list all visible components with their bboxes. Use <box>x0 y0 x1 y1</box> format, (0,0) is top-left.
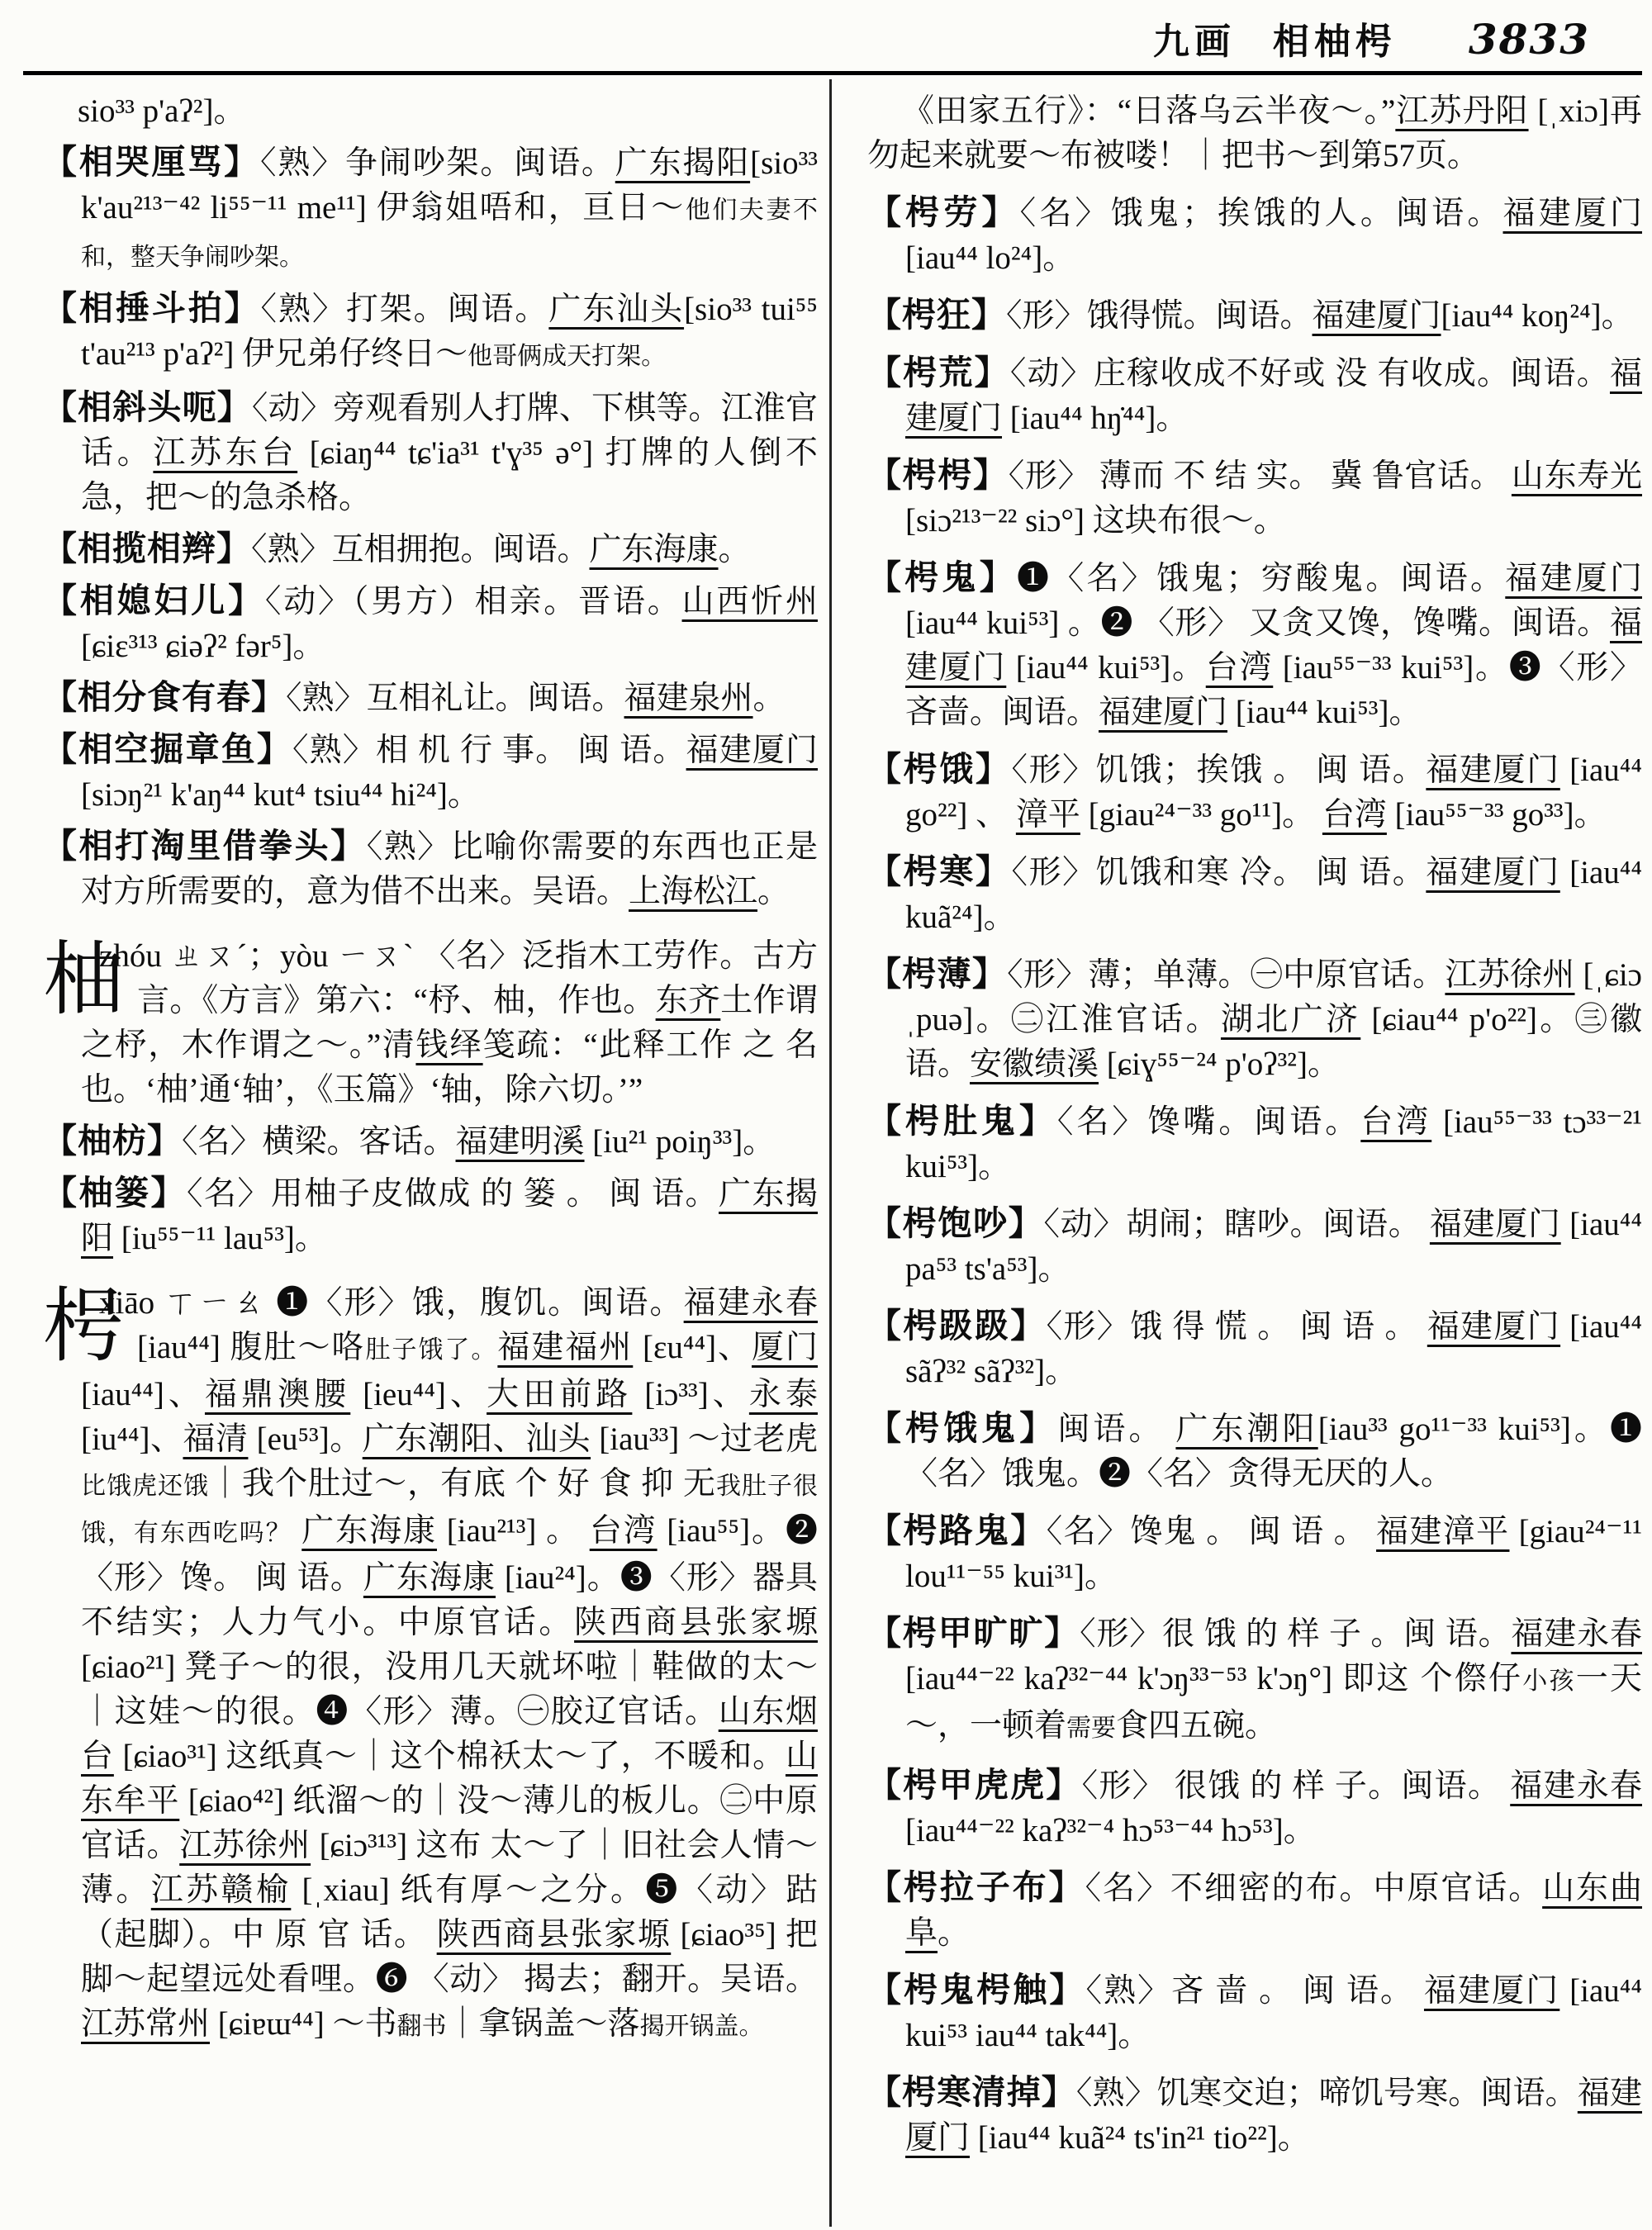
headword: 【枵甲虎虎】 <box>867 1766 1082 1804</box>
body-text: [siɔ²¹³⁻²² siɔ°] 这块布很～。 <box>905 503 1286 539</box>
place-name: 大田前路 <box>487 1377 633 1412</box>
place-name: 江苏东台 <box>153 435 298 471</box>
place-name: 广东海康 <box>363 1560 496 1596</box>
body-text: [iau⁴⁴⁻²² kaʔ³²⁻⁴⁴ k'ɔŋ³³⁻⁵³ k'ɔŋ°] 即这 个傺仔 <box>905 1661 1523 1696</box>
place-name: 陕西商县张家塬 <box>436 1917 672 1952</box>
entry-枵寒 <box>867 849 1642 940</box>
headword: 【相斜头呃】 <box>43 388 252 426</box>
gloss-small-text: 比饿虎还饿 <box>81 1473 210 1500</box>
headword: 【枵肚鬼】 <box>867 1102 1057 1140</box>
place-name: 厦门 <box>752 1330 818 1365</box>
place-name: 福建明溪 <box>455 1124 585 1160</box>
headword: 【相哭厘骂】 <box>43 143 261 181</box>
body-text: 〈熟〉互相拥抱。闽语。 <box>251 532 590 567</box>
gloss-small-text: 小孩 <box>1522 1668 1576 1695</box>
place-name: 福建厦门 <box>905 356 1642 436</box>
body-text: ｜我个肚过～，有底 个 好 食 抑 无 <box>209 1466 716 1502</box>
place-name: 福建厦门 <box>1423 1973 1560 2009</box>
body-text: 。 <box>718 532 751 567</box>
body-text: 〈熟〉比喻你需要的东西也正是对方所需要的，意为借不出来。吴语。 <box>81 829 818 909</box>
entry-相媳妇儿 <box>43 578 818 669</box>
body-text: 〈熟〉互相礼让。闽语。 <box>286 681 624 716</box>
place-name: 广东揭阳 <box>81 1176 818 1256</box>
place-name: 福建永春 <box>1511 1616 1642 1652</box>
body-text: 〈形〉饿得慌。闽语。 <box>1006 298 1313 334</box>
headword: 【相揽相辫】 <box>43 529 251 567</box>
place-name: 福建永春 <box>1510 1768 1642 1804</box>
entry-相哭厘骂 <box>43 140 818 280</box>
body-text: 〈形〉薄；单薄。㊀中原官话。 <box>1007 957 1446 993</box>
place-name: 永泰 <box>748 1377 818 1412</box>
place-name: 广东海康 <box>589 532 719 567</box>
headword: 【枵趿趿】 <box>867 1307 1047 1345</box>
body-text: 〈名〉横梁。客话。 <box>182 1124 456 1160</box>
place-name: 广东海康 <box>301 1513 437 1549</box>
body-text: 〈熟〉争闹吵架。闽语。 <box>260 145 615 181</box>
headword: 【枵甲旷旷】 <box>867 1614 1080 1652</box>
headword: 【柚篓】 <box>43 1174 187 1212</box>
body-text: [iau⁴⁴ kui⁵³] 。❷ 〈形〉 又贪又馋，馋嘴。闽语。 <box>905 605 1610 641</box>
place-name: 福建永春 <box>683 1285 818 1321</box>
place-name: 台湾 <box>589 1513 657 1549</box>
column-divider <box>829 79 832 2227</box>
entry-枵路鬼 <box>867 1508 1642 1599</box>
body-text: 〈熟〉饥寒交迫；啼饥号寒。闽语。 <box>1075 2076 1578 2111</box>
body-text: [iau³³] ～过老虎 <box>591 1421 818 1457</box>
place-name: 福建厦门 <box>1426 752 1560 788</box>
body-text: [ɕiao³¹] 这纸真～｜这个棉袄太～了，不暖和。 <box>113 1739 786 1774</box>
place-name: 山东烟台 <box>81 1694 818 1774</box>
body-text: 〈熟〉吝 啬 。 闽 语。 <box>1085 1973 1424 2009</box>
entry-相捶斗拍 <box>43 286 818 379</box>
body-text: 〈动〉胡闹；瞎吵。闽语。 <box>1043 1207 1430 1242</box>
headword: 【枵饱吵】 <box>867 1204 1044 1242</box>
place-name: 福建厦门 <box>1427 1309 1561 1345</box>
body-text: [eu⁵³]。 <box>248 1421 363 1457</box>
body-text: [siɔŋ²¹ k'aŋ⁴⁴ kut⁴ tsiu⁴⁴ hi²⁴]。 <box>81 777 480 813</box>
body-text: [iau⁴⁴ hŋ̇⁴⁴]。 <box>1002 401 1189 436</box>
headword: 【枵劳】 <box>867 193 1020 231</box>
body-text: [ɕiao³⁵] 把脚～起望远处看哩。❻ 〈动〉 揭去；翻开。吴语。 <box>81 1917 818 1997</box>
entry-枵鬼枵触 <box>867 1967 1642 2058</box>
body-text: 〈形〉 很饿 的 样 子。闽语。 <box>1081 1768 1511 1804</box>
body-text: 〈形〉饥饿；挨饿 。 闽 语。 <box>1011 752 1427 788</box>
headword: 【枵寒】 <box>867 852 1012 890</box>
headword: 【相媳妇儿】 <box>43 581 265 619</box>
place-name: 江苏赣榆 <box>150 1872 292 1908</box>
entry-相斜头呃 <box>43 385 818 520</box>
body-text: 〈形〉饿 得 慌 。 闽 语 。 <box>1046 1309 1427 1345</box>
gloss-small-text: 肚子饿了。 <box>365 1336 498 1364</box>
place-name: 广东潮阳 <box>1175 1412 1318 1447</box>
entry-枵寒清掉 <box>867 2070 1642 2161</box>
body-text: [iau⁴⁴ go²²] 、 <box>905 752 1642 833</box>
gloss-small-text: 需要 <box>1066 1715 1117 1742</box>
body-text: [iau⁴⁴ kui⁵³]。 <box>1227 695 1422 730</box>
body-text: [iau⁴⁴] 腹肚～咯 <box>137 1330 366 1365</box>
body-text: [ɕiaŋ⁴⁴ tɕ'ia³¹ t'ɣ³⁵ ə°] 打牌的人倒不急，把～的急杀格。 <box>81 435 818 515</box>
body-text: [ɕiao²¹] 凳子～的很，没用几天就坏啦｜鞋做的太～｜这娃～的很。❹〈形〉薄。㊀胶辽官话。 <box>81 1649 818 1729</box>
place-name: 江苏徐州 <box>179 1828 311 1863</box>
body-text: ❶〈名〉饿鬼；穷酸鬼。闽语。 <box>1016 561 1506 596</box>
entry-枵 <box>43 1281 818 2049</box>
headword: 【枵饿】 <box>867 750 1012 788</box>
cont-top-left <box>43 89 818 134</box>
body-text: 。 <box>938 1915 971 1951</box>
entry-枵趿趿 <box>867 1303 1642 1394</box>
body-text: [giau²⁴⁻³³ go¹¹]。 <box>1080 797 1322 833</box>
body-text: [iau⁴⁴]、 <box>81 1377 205 1412</box>
place-name: 广东汕头 <box>548 292 685 327</box>
place-name: 江苏常州 <box>81 2006 211 2042</box>
gloss-small-text: 他们夫妻不和，整天争闹吵架。 <box>81 197 818 271</box>
body-text: [sio³³ k'au²¹³⁻⁴² li⁵⁵⁻¹¹ me¹¹] 伊翁姐唔和，亘日～ <box>81 145 818 225</box>
big-headword-character: 柚 <box>43 936 125 1025</box>
body-text: 〈名〉馋鬼 。 闽 语 。 <box>1046 1514 1377 1549</box>
place-name: 上海松江 <box>629 874 758 909</box>
left-column <box>43 89 818 2055</box>
body-text: [iau³³ go¹¹⁻³³ kui⁵³]。❶〈名〉饿鬼。❷〈名〉贪得无厌的人。 <box>905 1412 1642 1492</box>
body-text: [iu⁴⁴]、 <box>81 1421 183 1457</box>
place-name: 福建厦门 <box>1502 196 1642 231</box>
body-text: 〈动〉庄稼收成不好或 没 有收成。闽语。 <box>1009 356 1610 391</box>
stroke-section-label: 九画 <box>1152 21 1236 62</box>
body-text: 〈名〉不细密的布。中原官话。 <box>1085 1871 1543 1906</box>
entry-枵狂 <box>867 292 1642 339</box>
headword: 【枵路鬼】 <box>867 1511 1047 1549</box>
entry-枵荒 <box>867 350 1642 441</box>
body-text: [iau⁴⁴⁻²² kaʔ³²⁻⁴ hɔ⁵³⁻⁴⁴ hɔ⁵³]。 <box>905 1813 1316 1848</box>
place-name: 福建厦门 <box>1429 1207 1561 1242</box>
body-text: 《田家五行》：“日落乌云半夜～。” <box>902 93 1396 129</box>
entry-枵饿鬼 <box>867 1406 1642 1497</box>
headword: 【枵饿鬼】 <box>867 1409 1058 1447</box>
page-header <box>0 12 1590 64</box>
place-name: 湖北广济 <box>1220 1002 1361 1037</box>
body-text: [sio³³ tui⁵⁵ t'au²¹³ p'aʔ²] 伊兄弟仔终日～ <box>81 292 818 372</box>
place-name: 江苏徐州 <box>1445 957 1575 993</box>
header-rule <box>23 71 1642 75</box>
place-name: 福鼎澳腰 <box>204 1377 351 1412</box>
body-text: 闽语。 <box>1057 1412 1176 1447</box>
place-name: 福建福州 <box>497 1330 634 1365</box>
section-characters: 相柚枵 <box>1272 21 1397 62</box>
place-name: 钱绎 <box>415 1027 483 1063</box>
place-name: 台湾 <box>1322 797 1387 833</box>
body-text: [iau⁴⁴ kuã²⁴]。 <box>905 855 1642 935</box>
headword: 【枵枵】 <box>867 456 1009 494</box>
body-text: ｜拿锅盖～落 <box>446 2006 640 2042</box>
place-name: 福建厦门 <box>1312 298 1441 334</box>
entry-枵鬼 <box>867 555 1642 735</box>
headword: 【相空掘章鱼】 <box>43 730 293 768</box>
entry-枵拉子布 <box>867 1865 1642 1956</box>
entry-相揽相辫 <box>43 526 818 572</box>
place-name: 台湾 <box>1360 1104 1432 1140</box>
entry-相分食有春 <box>43 675 818 721</box>
body-text: [ˌxiɔ]再勿起来就要～布被喽！｜把书～到第57页。 <box>867 93 1642 173</box>
gloss-small-text: 揭开锅盖。 <box>639 2013 764 2040</box>
body-text: 〈形〉 薄而 不 结 实。 冀 鲁官话。 <box>1008 458 1512 494</box>
headword: 【相捶斗拍】 <box>43 289 261 327</box>
entry-枵饿 <box>867 747 1642 837</box>
body-text: [ˌɕiɔ ˌpuə]。㊁江淮官话。 <box>905 957 1642 1037</box>
body-text: 〈动〉（男方）相亲。晋语。 <box>264 584 682 619</box>
right-column <box>867 89 1642 2172</box>
place-name: 福建厦门 <box>905 2076 1642 2156</box>
place-name: 山东曲阜 <box>905 1871 1642 1951</box>
body-text: zhóu ㄓㄡˊ；yòu ㄧㄡˋ 〈名〉泛指木工劳作。古方言。《方言》第六：“杼、柚，作也。 <box>99 938 818 1018</box>
body-text: [iau⁴⁴ sãʔ³² sãʔ³²]。 <box>905 1309 1642 1389</box>
body-text: [iau⁴⁴ koŋ²⁴]。 <box>1441 298 1634 334</box>
body-text: [iɔ³³]、 <box>632 1377 749 1412</box>
headword: 【枵寒清掉】 <box>867 2073 1076 2111</box>
place-name: 福建厦门 <box>905 605 1642 686</box>
body-text: 。 <box>752 681 786 716</box>
place-name: 福建漳平 <box>1376 1514 1510 1549</box>
body-text: [iau⁴⁴ pa⁵³ ts'a⁵³]。 <box>905 1207 1642 1287</box>
body-text: [iau⁴⁴ kuã²⁴ ts'in²¹ tio²²]。 <box>970 2120 1310 2156</box>
place-name: 福建厦门 <box>1099 695 1228 730</box>
body-text: [iau⁴⁴ lo²⁴]。 <box>905 240 1075 276</box>
entry-枵薄 <box>867 951 1642 1087</box>
place-name: 漳平 <box>1015 797 1080 833</box>
body-text: 食四五碗。 <box>1116 1708 1278 1744</box>
body-text: [iau⁵⁵]。❷〈形〉馋。 闽 语。 <box>81 1513 818 1596</box>
place-name: 台湾 <box>1205 650 1274 686</box>
body-text: 〈名〉饿鬼；挨饿的人。闽语。 <box>1019 196 1503 231</box>
body-text: [ɕiao⁴²] 纸溜～的｜没～薄儿的板儿。㊁中原官话。 <box>81 1783 818 1863</box>
entry-相打淘里借拳头 <box>43 823 818 914</box>
body-text: [iau⁵⁵⁻³³ kui⁵³]。❸〈形〉吝啬。闽语。 <box>905 650 1642 730</box>
body-text: [iau⁵⁵⁻³³ tɔ³³⁻²¹ kui⁵³]。 <box>905 1104 1642 1184</box>
place-name: 广东揭阳 <box>615 145 751 181</box>
body-text: 土作谓之杼，木作谓之～。”清 <box>81 983 818 1063</box>
headword: 【枵薄】 <box>867 955 1008 993</box>
body-text <box>292 1513 302 1549</box>
place-name: 山西忻州 <box>681 584 818 619</box>
body-text: 。 <box>757 874 790 909</box>
body-text: 一天～，一顿着 <box>905 1661 1642 1744</box>
headword: 【枵鬼】 <box>867 558 1017 596</box>
place-name: 山东寿光 <box>1511 458 1642 494</box>
body-text: 〈形〉饥饿和寒 冷。 闽 语。 <box>1011 855 1427 890</box>
place-name: 广东潮阳、汕头 <box>362 1421 591 1457</box>
entry-枵肚鬼 <box>867 1098 1642 1189</box>
body-text: [iau⁵⁵⁻³³ go³³]。 <box>1386 797 1607 833</box>
place-name: 江苏丹阳 <box>1395 93 1529 129</box>
headword: 【相分食有春】 <box>43 678 286 716</box>
body-text: [ɕiɐɯ⁴⁴] ～书 <box>210 2006 397 2042</box>
body-text: 笺疏：“此释工作 之 名 也。‘柚’通‘轴’，《玉篇》‘轴，除六切。’” <box>81 1027 819 1108</box>
body-text: 〈名〉用柚子皮做成 的 篓 。 闽 语。 <box>186 1176 719 1212</box>
headword: 【柚枋】 <box>43 1122 182 1160</box>
entry-柚篓 <box>43 1170 818 1261</box>
body-text: 〈形〉很 饿 的 样 子 。闽 语。 <box>1080 1616 1512 1652</box>
body-text: 〈熟〉相 机 行 事。 闽 语。 <box>292 733 686 768</box>
body-text: xiāo ㄒㄧㄠ ❶〈形〉饿，腹饥。闽语。 <box>99 1285 684 1321</box>
entry-枵甲旷旷 <box>867 1611 1642 1751</box>
body-text: 〈名〉馋嘴。闽语。 <box>1056 1104 1361 1140</box>
place-name: 山东牟平 <box>81 1739 818 1819</box>
body-text: 〈熟〉打架。闽语。 <box>260 292 549 327</box>
body-text: [ieu⁴⁴]、 <box>350 1377 487 1412</box>
entry-枵枵 <box>867 453 1642 543</box>
body-text: [giau²⁴⁻¹¹ lou¹¹⁻⁵⁵ kui³¹]。 <box>905 1514 1642 1594</box>
body-text: [ɕiɣ⁵⁵⁻²⁴ p'oʔ³²]。 <box>1099 1046 1340 1082</box>
body-text: [ɕiɔ³¹³] 这布 太～了｜旧社会人情～薄。 <box>81 1828 818 1908</box>
body-text: [ɛu⁴⁴]、 <box>633 1330 752 1365</box>
place-name: 福建厦门 <box>1426 855 1560 890</box>
gloss-small-text: 他哥俩成天打架。 <box>468 343 667 370</box>
headword: 【相打淘里借拳头】 <box>43 827 367 865</box>
place-name: 福建厦门 <box>1505 561 1642 596</box>
place-name: 东齐 <box>655 983 721 1018</box>
headword: 【枵狂】 <box>867 296 1006 334</box>
body-text: [iau²⁴]。❸〈形〉器具不结实；人力气小。中原官话。 <box>81 1560 818 1640</box>
cont-top-right <box>867 89 1642 178</box>
body-text: sio³³ p'aʔ²]。 <box>78 93 246 129</box>
body-text: [ɕiɛ³¹³ ɕiəʔ² fər⁵]。 <box>81 629 325 664</box>
gloss-small-text: 我肚子很饿，有东西吃吗？ <box>81 1473 818 1547</box>
entry-枵饱吵 <box>867 1201 1642 1292</box>
body-text: [iu²¹ poiŋ³³]。 <box>584 1124 776 1160</box>
body-text: [iu⁵⁵⁻¹¹ lau⁵³]。 <box>113 1221 327 1256</box>
body-text: [iau⁴⁴ kui⁵³ iau⁴⁴ tak⁴⁴]。 <box>905 1973 1642 2053</box>
body-text: [ɕiau⁴⁴ p'o²²]。㊂徽语。 <box>905 1002 1642 1082</box>
place-name: 福建厦门 <box>686 733 818 768</box>
entry-枵甲虎虎 <box>867 1763 1642 1853</box>
entry-柚枋 <box>43 1118 818 1165</box>
big-headword-character: 枵 <box>43 1283 125 1372</box>
entry-柚 <box>43 934 818 1113</box>
body-text: [iau⁴⁴ kui⁵³]。 <box>1006 650 1206 686</box>
body-text: [iau²¹³] 。 <box>437 1513 590 1549</box>
entry-枵劳 <box>867 190 1642 281</box>
headword: 【枵荒】 <box>867 353 1010 391</box>
body-text: [ˌxiau] 纸有厚～之分。❺〈动〉跍（起脚）。中 原 官 话。 <box>81 1872 818 1952</box>
place-name: 福建泉州 <box>624 681 753 716</box>
body-text: 〈动〉旁观看别人打牌、下棋等。江淮官话。 <box>81 391 818 471</box>
headword: 【枵拉子布】 <box>867 1868 1085 1906</box>
place-name: 陕西商县张家塬 <box>574 1605 818 1640</box>
headword: 【枵鬼枵触】 <box>867 1971 1086 2009</box>
entry-相空掘章鱼 <box>43 727 818 818</box>
place-name: 福清 <box>183 1421 249 1457</box>
gloss-small-text: 翻书 <box>396 2013 447 2040</box>
place-name: 安徽绩溪 <box>970 1046 1099 1082</box>
page-number: 3833 <box>1468 15 1590 64</box>
